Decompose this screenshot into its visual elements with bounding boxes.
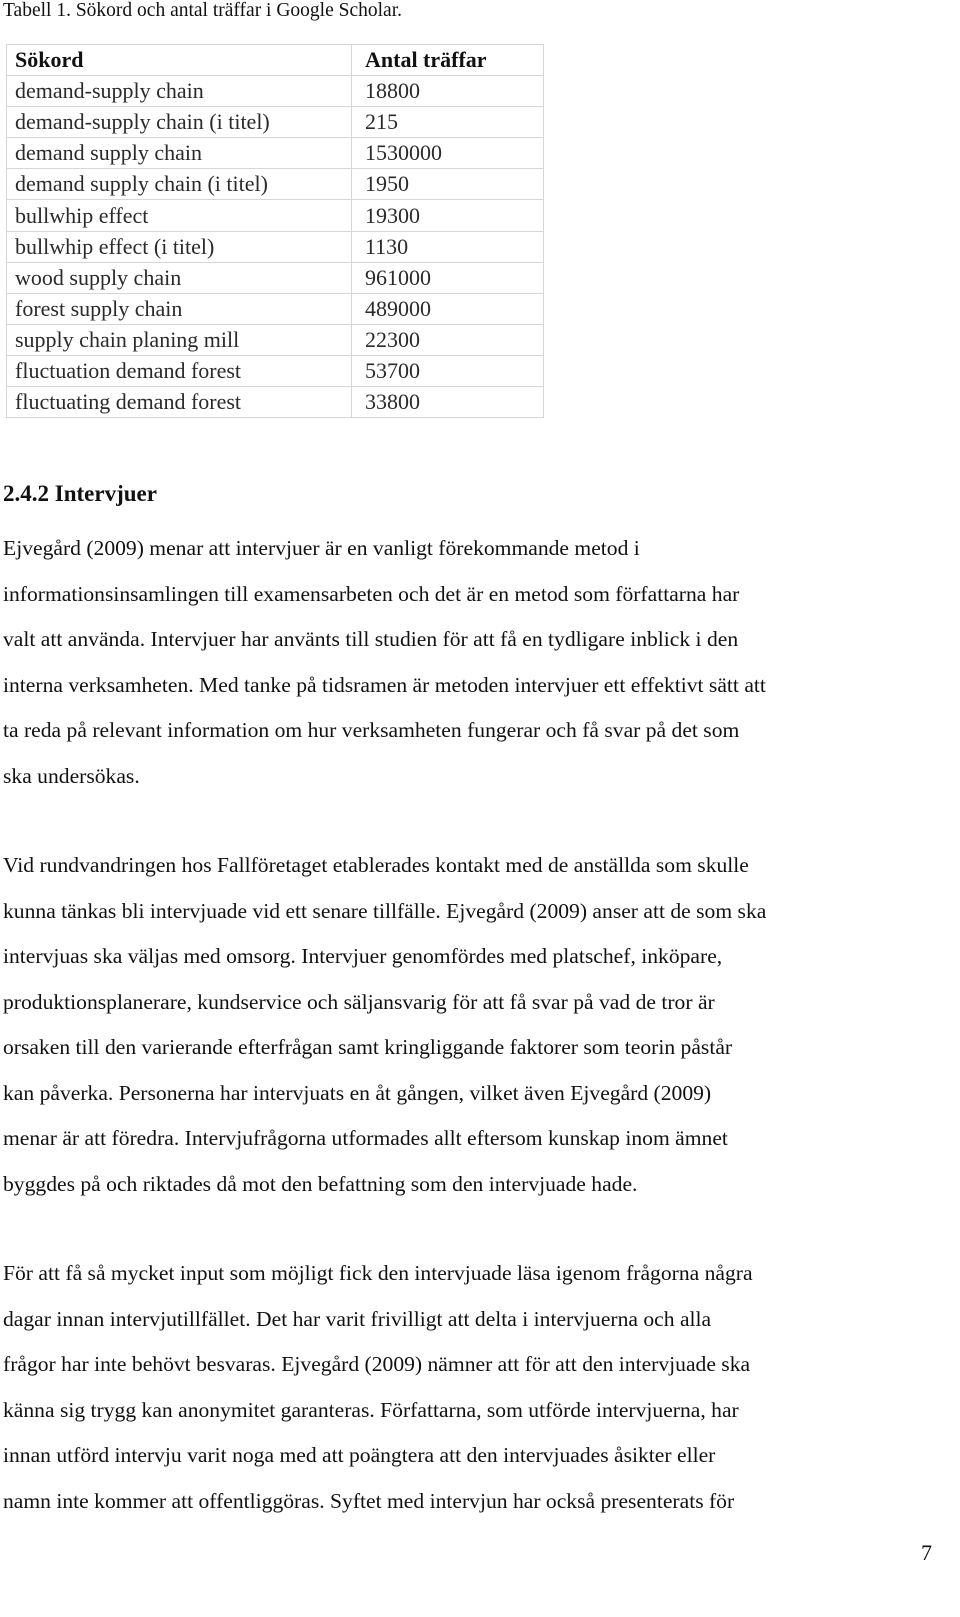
text-line: menar är att föredra. Intervjufrågorna utformades allt eftersom kunskap inom ämnet xyxy=(3,1126,728,1150)
search-term-cell: forest supply chain xyxy=(7,293,352,324)
search-term-cell: wood supply chain xyxy=(7,262,352,293)
header-sokord: Sökord xyxy=(7,45,352,76)
text-line: byggdes på och riktades då mot den befattning som den intervjuade hade. xyxy=(3,1171,638,1196)
text-line: orsaken till den varierande efterfrågan samt kringliggande faktorer som teorin påstår xyxy=(3,1035,733,1059)
search-hits-table xyxy=(6,44,544,418)
table-row xyxy=(7,107,544,138)
table-row xyxy=(7,138,544,169)
text-line: produktionsplanerare, kundservice och säljansvarig för att få svar på vad de tror är xyxy=(3,989,715,1014)
text-line: namn inte kommer att offentliggöras. Syftet med intervjun har också presenterats för xyxy=(3,1488,735,1513)
header-antal-traffar: Antal träffar xyxy=(352,45,544,76)
search-term-cell: bullwhip effect xyxy=(7,200,352,231)
paragraph-3 xyxy=(3,1251,753,1524)
hit-count-cell: 22300 xyxy=(352,324,544,355)
table-row xyxy=(7,200,544,231)
text-line: kunna tänkas bli intervjuade vid ett senare tillfälle. Ejvegård (2009) anser att de som ska xyxy=(3,898,767,923)
hit-count-cell: 19300 xyxy=(352,200,544,231)
table-row xyxy=(7,324,544,355)
table-row xyxy=(7,262,544,293)
hit-count-cell: 489000 xyxy=(352,293,544,324)
text-line: informationsinsamlingen till examensarbeten och det är en metod som författarna har xyxy=(3,581,740,606)
text-line: ska undersökas. xyxy=(3,763,140,788)
paragraph-1 xyxy=(3,526,766,799)
text-line: känna sig trygg kan anonymitet garanteras. Författarna, som utförde intervjuerna, har xyxy=(3,1397,739,1422)
search-term-cell: demand supply chain (i titel) xyxy=(7,169,352,200)
text-line: Vid rundvandringen hos Fallföretaget etablerades kontakt med de anställda som skulle xyxy=(3,853,749,877)
hit-count-cell: 1130 xyxy=(352,231,544,262)
text-line: ta reda på relevant information om hur verksamheten fungerar och få svar på det som xyxy=(3,718,740,742)
table-row xyxy=(7,169,544,200)
text-line: intervjuas ska väljas med omsorg. Intervjuer genomfördes med platschef, inköpare, xyxy=(3,944,723,968)
table-row xyxy=(7,387,544,418)
table-row xyxy=(7,231,544,262)
search-term-cell: bullwhip effect (i titel) xyxy=(7,231,352,262)
hit-count-cell: 961000 xyxy=(352,262,544,293)
table-caption: Tabell 1. Sökord och antal träffar i Google Scholar. xyxy=(3,0,402,21)
text-line: kan påverka. Personerna har intervjuats en åt gången, vilket även Ejvegård (2009) xyxy=(3,1080,712,1105)
paragraph-2 xyxy=(3,843,766,1207)
search-term-cell: demand supply chain xyxy=(7,138,352,169)
text-line: interna verksamheten. Med tanke på tidsramen är metoden intervjuer ett effektivt sätt att xyxy=(3,672,766,697)
page-number: 7 xyxy=(921,1540,932,1565)
hit-count-cell: 33800 xyxy=(352,387,544,418)
text-line: valt att använda. Intervjuer har använts till studien för att få en tydligare inblick i den xyxy=(3,627,739,651)
text-line: För att få så mycket input som möjligt fick den intervjuade läsa igenom frågorna några xyxy=(3,1261,753,1285)
hit-count-cell: 215 xyxy=(352,107,544,138)
search-term-cell: supply chain planing mill xyxy=(7,324,352,355)
text-line: dagar innan intervjutillfället. Det har varit frivilligt att delta i intervjuerna och alla xyxy=(3,1306,712,1331)
hit-count-cell: 53700 xyxy=(352,355,544,386)
section-heading: 2.4.2 Intervjuer xyxy=(3,481,157,506)
text-line: Ejvegård (2009) menar att intervjuer är en vanligt förekommande metod i xyxy=(3,536,640,560)
hit-count-cell: 18800 xyxy=(352,76,544,107)
table-row xyxy=(7,76,544,107)
search-term-cell: fluctuating demand forest xyxy=(7,387,352,418)
table-header-row xyxy=(7,45,544,76)
search-term-cell: demand-supply chain xyxy=(7,76,352,107)
table-row xyxy=(7,293,544,324)
hit-count-cell: 1530000 xyxy=(352,138,544,169)
text-line: frågor har inte behövt besvaras. Ejvegård (2009) nämner att för att den intervjuade ska xyxy=(3,1352,751,1376)
text-line: innan utförd intervju varit noga med att poängtera att den intervjuades åsikter eller xyxy=(3,1443,716,1467)
search-term-cell: fluctuation demand forest xyxy=(7,355,352,386)
search-term-cell: demand-supply chain (i titel) xyxy=(7,107,352,138)
hit-count-cell: 1950 xyxy=(352,169,544,200)
table-row xyxy=(7,355,544,386)
